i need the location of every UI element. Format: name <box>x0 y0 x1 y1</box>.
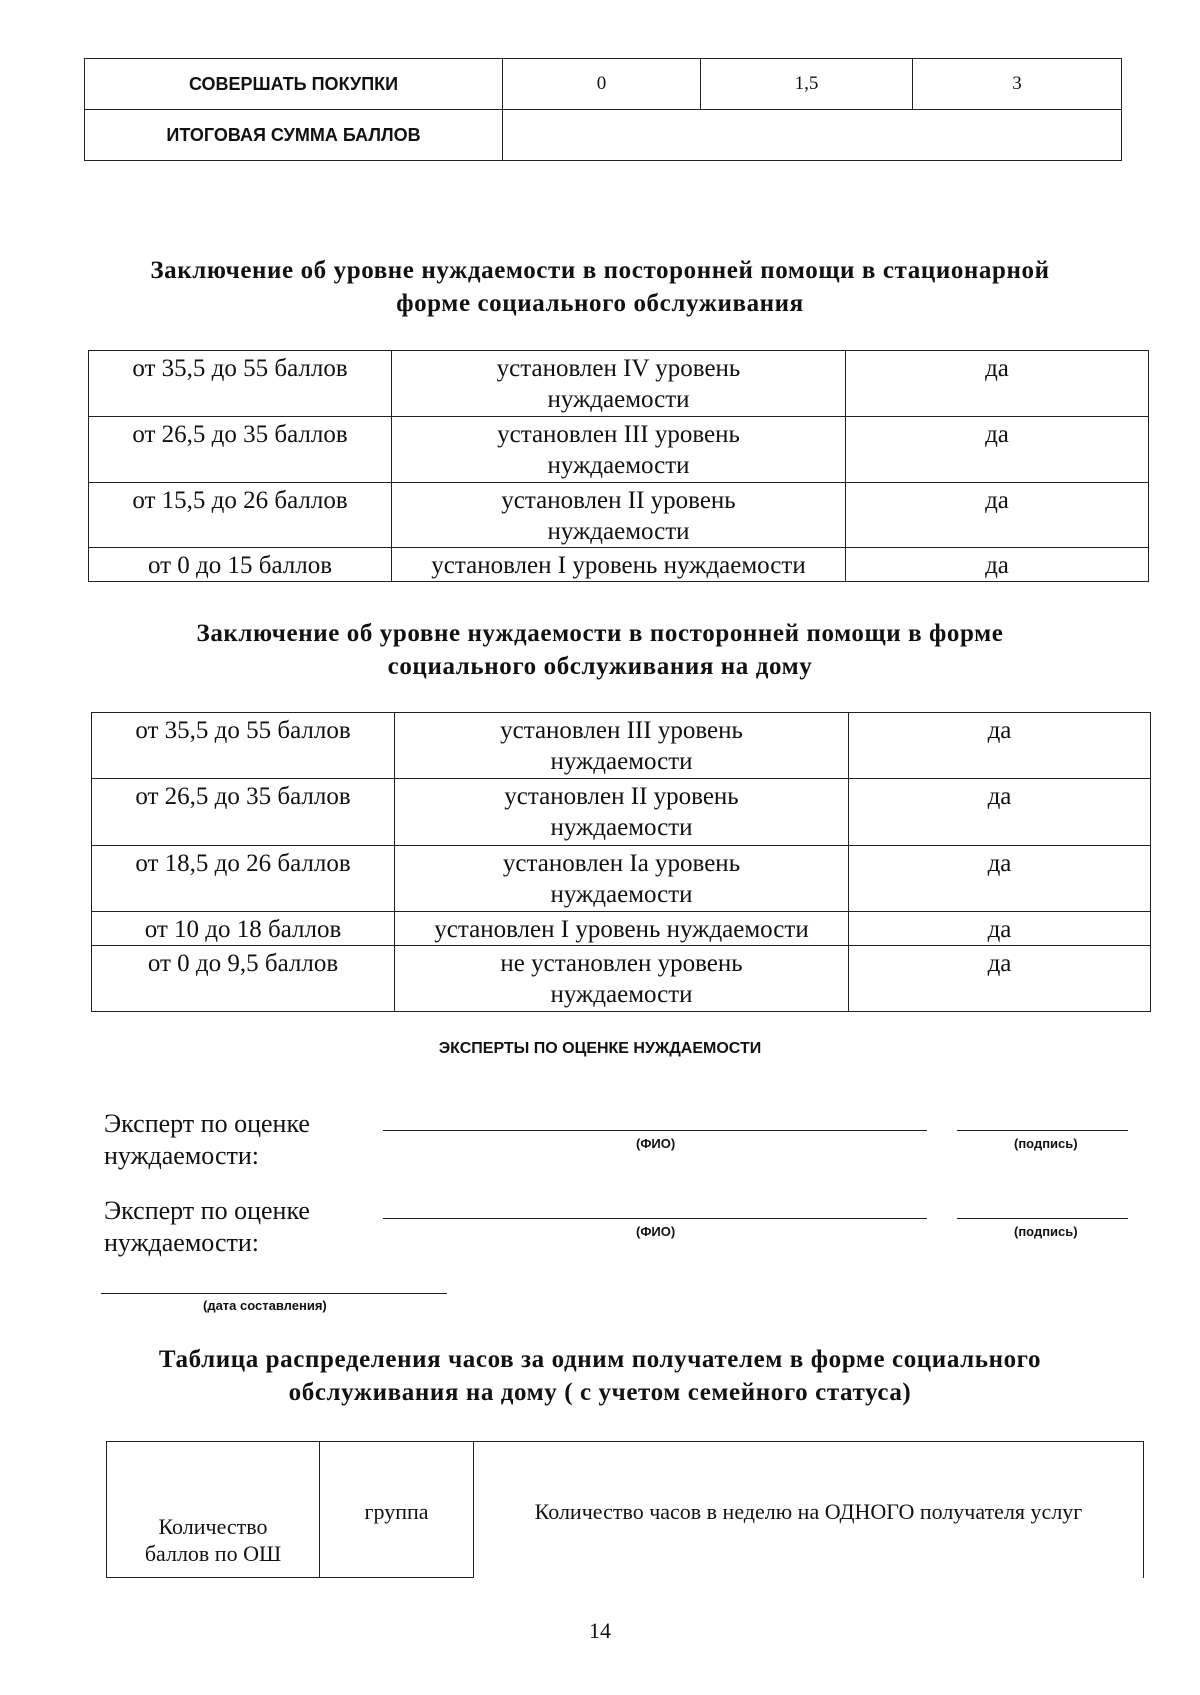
header-line: баллов по ОШ <box>144 1541 282 1566</box>
range-cell: от 15,5 до 26 баллов <box>89 483 392 548</box>
date-line[interactable] <box>101 1293 447 1294</box>
level-cell <box>395 912 849 946</box>
hours-table <box>106 1441 1144 1578</box>
level-line: нуждаемости <box>550 981 693 1008</box>
level-cell <box>392 548 846 582</box>
range-cell: от 26,5 до 35 баллов <box>92 779 395 846</box>
range-cell: от 10 до 18 баллов <box>92 912 395 946</box>
level-cell <box>392 483 846 548</box>
level-line: нуждаемости <box>547 518 690 545</box>
total-cell <box>503 110 1122 161</box>
level-line: нуждаемости <box>547 386 690 413</box>
answer-cell: да <box>849 846 1151 912</box>
level-line: нуждаемости <box>547 452 690 479</box>
level-line: установлен Iа уровень <box>502 850 741 877</box>
home-heading <box>0 617 1200 683</box>
row-label: ИТОГОВАЯ СУММА БАЛЛОВ <box>85 110 503 161</box>
signature-caption: (подпись) <box>1014 1136 1078 1151</box>
range-cell: от 18,5 до 26 баллов <box>92 846 395 912</box>
experts-title: ЭКСПЕРТЫ ПО ОЦЕНКЕ НУЖДАЕМОСТИ <box>438 1040 762 1057</box>
heading-line: Таблица распределения часов за одним получателем в форме социального <box>158 1346 1042 1373</box>
hours-header: Количество часов в неделю на ОДНОГО получателя услуг <box>474 1442 1144 1578</box>
level-line: установлен II уровень <box>504 783 739 810</box>
heading-line: форме социального обслуживания <box>396 290 804 317</box>
label-line: Эксперт по оценке <box>104 1196 310 1225</box>
expert-label <box>104 1108 310 1172</box>
answer-cell: да <box>849 779 1151 846</box>
range-cell: от 0 до 9,5 баллов <box>92 946 395 1012</box>
level-cell <box>395 946 849 1012</box>
level-line: нуждаемости <box>550 881 693 908</box>
fio-caption: (ФИО) <box>636 1136 676 1151</box>
table-row <box>92 713 1151 779</box>
top-score-table <box>84 58 1122 161</box>
stationary-heading <box>0 254 1200 320</box>
level-cell <box>395 846 849 912</box>
signature-line[interactable] <box>957 1130 1128 1131</box>
table-row <box>92 846 1151 912</box>
signature-line[interactable] <box>957 1218 1128 1219</box>
hours-heading <box>0 1343 1200 1409</box>
table-row <box>92 779 1151 846</box>
label-line: нуждаемости: <box>104 1141 259 1170</box>
level-line: нуждаемости <box>550 748 693 775</box>
table-row <box>89 351 1149 417</box>
table-row <box>85 59 1122 110</box>
label-line: Эксперт по оценке <box>104 1109 310 1138</box>
home-level-table <box>91 712 1151 1012</box>
score-cell: 0 <box>503 59 701 110</box>
table-row <box>89 483 1149 548</box>
range-cell: от 0 до 15 баллов <box>89 548 392 582</box>
range-cell: от 35,5 до 55 баллов <box>92 713 395 779</box>
heading-line: обслуживания на дому ( с учетом семейного статуса) <box>288 1379 912 1406</box>
table-row <box>107 1442 1144 1578</box>
stationary-level-table <box>88 350 1149 582</box>
fio-caption: (ФИО) <box>636 1224 676 1239</box>
score-header <box>107 1442 320 1578</box>
level-cell <box>395 779 849 846</box>
heading-line: Заключение об уровне нуждаемости в посторонней помощи в форме <box>196 620 1004 647</box>
level-line: установлен IV уровень <box>496 355 741 382</box>
page-number: 14 <box>589 1618 611 1643</box>
heading-line: социального обслуживания на дому <box>387 653 813 680</box>
heading-line: Заключение об уровне нуждаемости в посторонней помощи в стационарной <box>150 257 1050 284</box>
level-line: не установлен уровень <box>500 950 743 977</box>
answer-cell: да <box>846 548 1149 582</box>
level-line: нуждаемости <box>550 814 693 841</box>
label-line: нуждаемости: <box>104 1228 259 1257</box>
score-cell: 1,5 <box>701 59 913 110</box>
score-cell: 3 <box>913 59 1122 110</box>
table-row <box>92 912 1151 946</box>
level-cell <box>395 713 849 779</box>
answer-cell: да <box>849 713 1151 779</box>
level-line: установлен III уровень <box>497 421 740 448</box>
answer-cell: да <box>849 946 1151 1012</box>
level-cell <box>392 351 846 417</box>
level-line: установлен I уровень нуждаемости <box>434 916 809 943</box>
table-row <box>85 110 1122 161</box>
answer-cell: да <box>846 417 1149 483</box>
answer-cell: да <box>849 912 1151 946</box>
table-row <box>92 946 1151 1012</box>
level-line: установлен II уровень <box>501 487 736 514</box>
fio-line[interactable] <box>383 1130 927 1131</box>
range-cell: от 26,5 до 35 баллов <box>89 417 392 483</box>
signature-caption: (подпись) <box>1014 1224 1078 1239</box>
group-header: группа <box>320 1442 474 1578</box>
expert-label <box>104 1195 310 1259</box>
level-cell <box>392 417 846 483</box>
header-line: Количество <box>158 1514 268 1539</box>
table-row <box>89 417 1149 483</box>
level-line: установлен I уровень нуждаемости <box>431 552 806 579</box>
answer-cell: да <box>846 351 1149 417</box>
table-row <box>89 548 1149 582</box>
answer-cell: да <box>846 483 1149 548</box>
fio-line[interactable] <box>383 1218 927 1219</box>
range-cell: от 35,5 до 55 баллов <box>89 351 392 417</box>
date-caption: (дата составления) <box>203 1298 327 1313</box>
level-line: установлен III уровень <box>500 717 743 744</box>
row-label: СОВЕРШАТЬ ПОКУПКИ <box>85 59 503 110</box>
